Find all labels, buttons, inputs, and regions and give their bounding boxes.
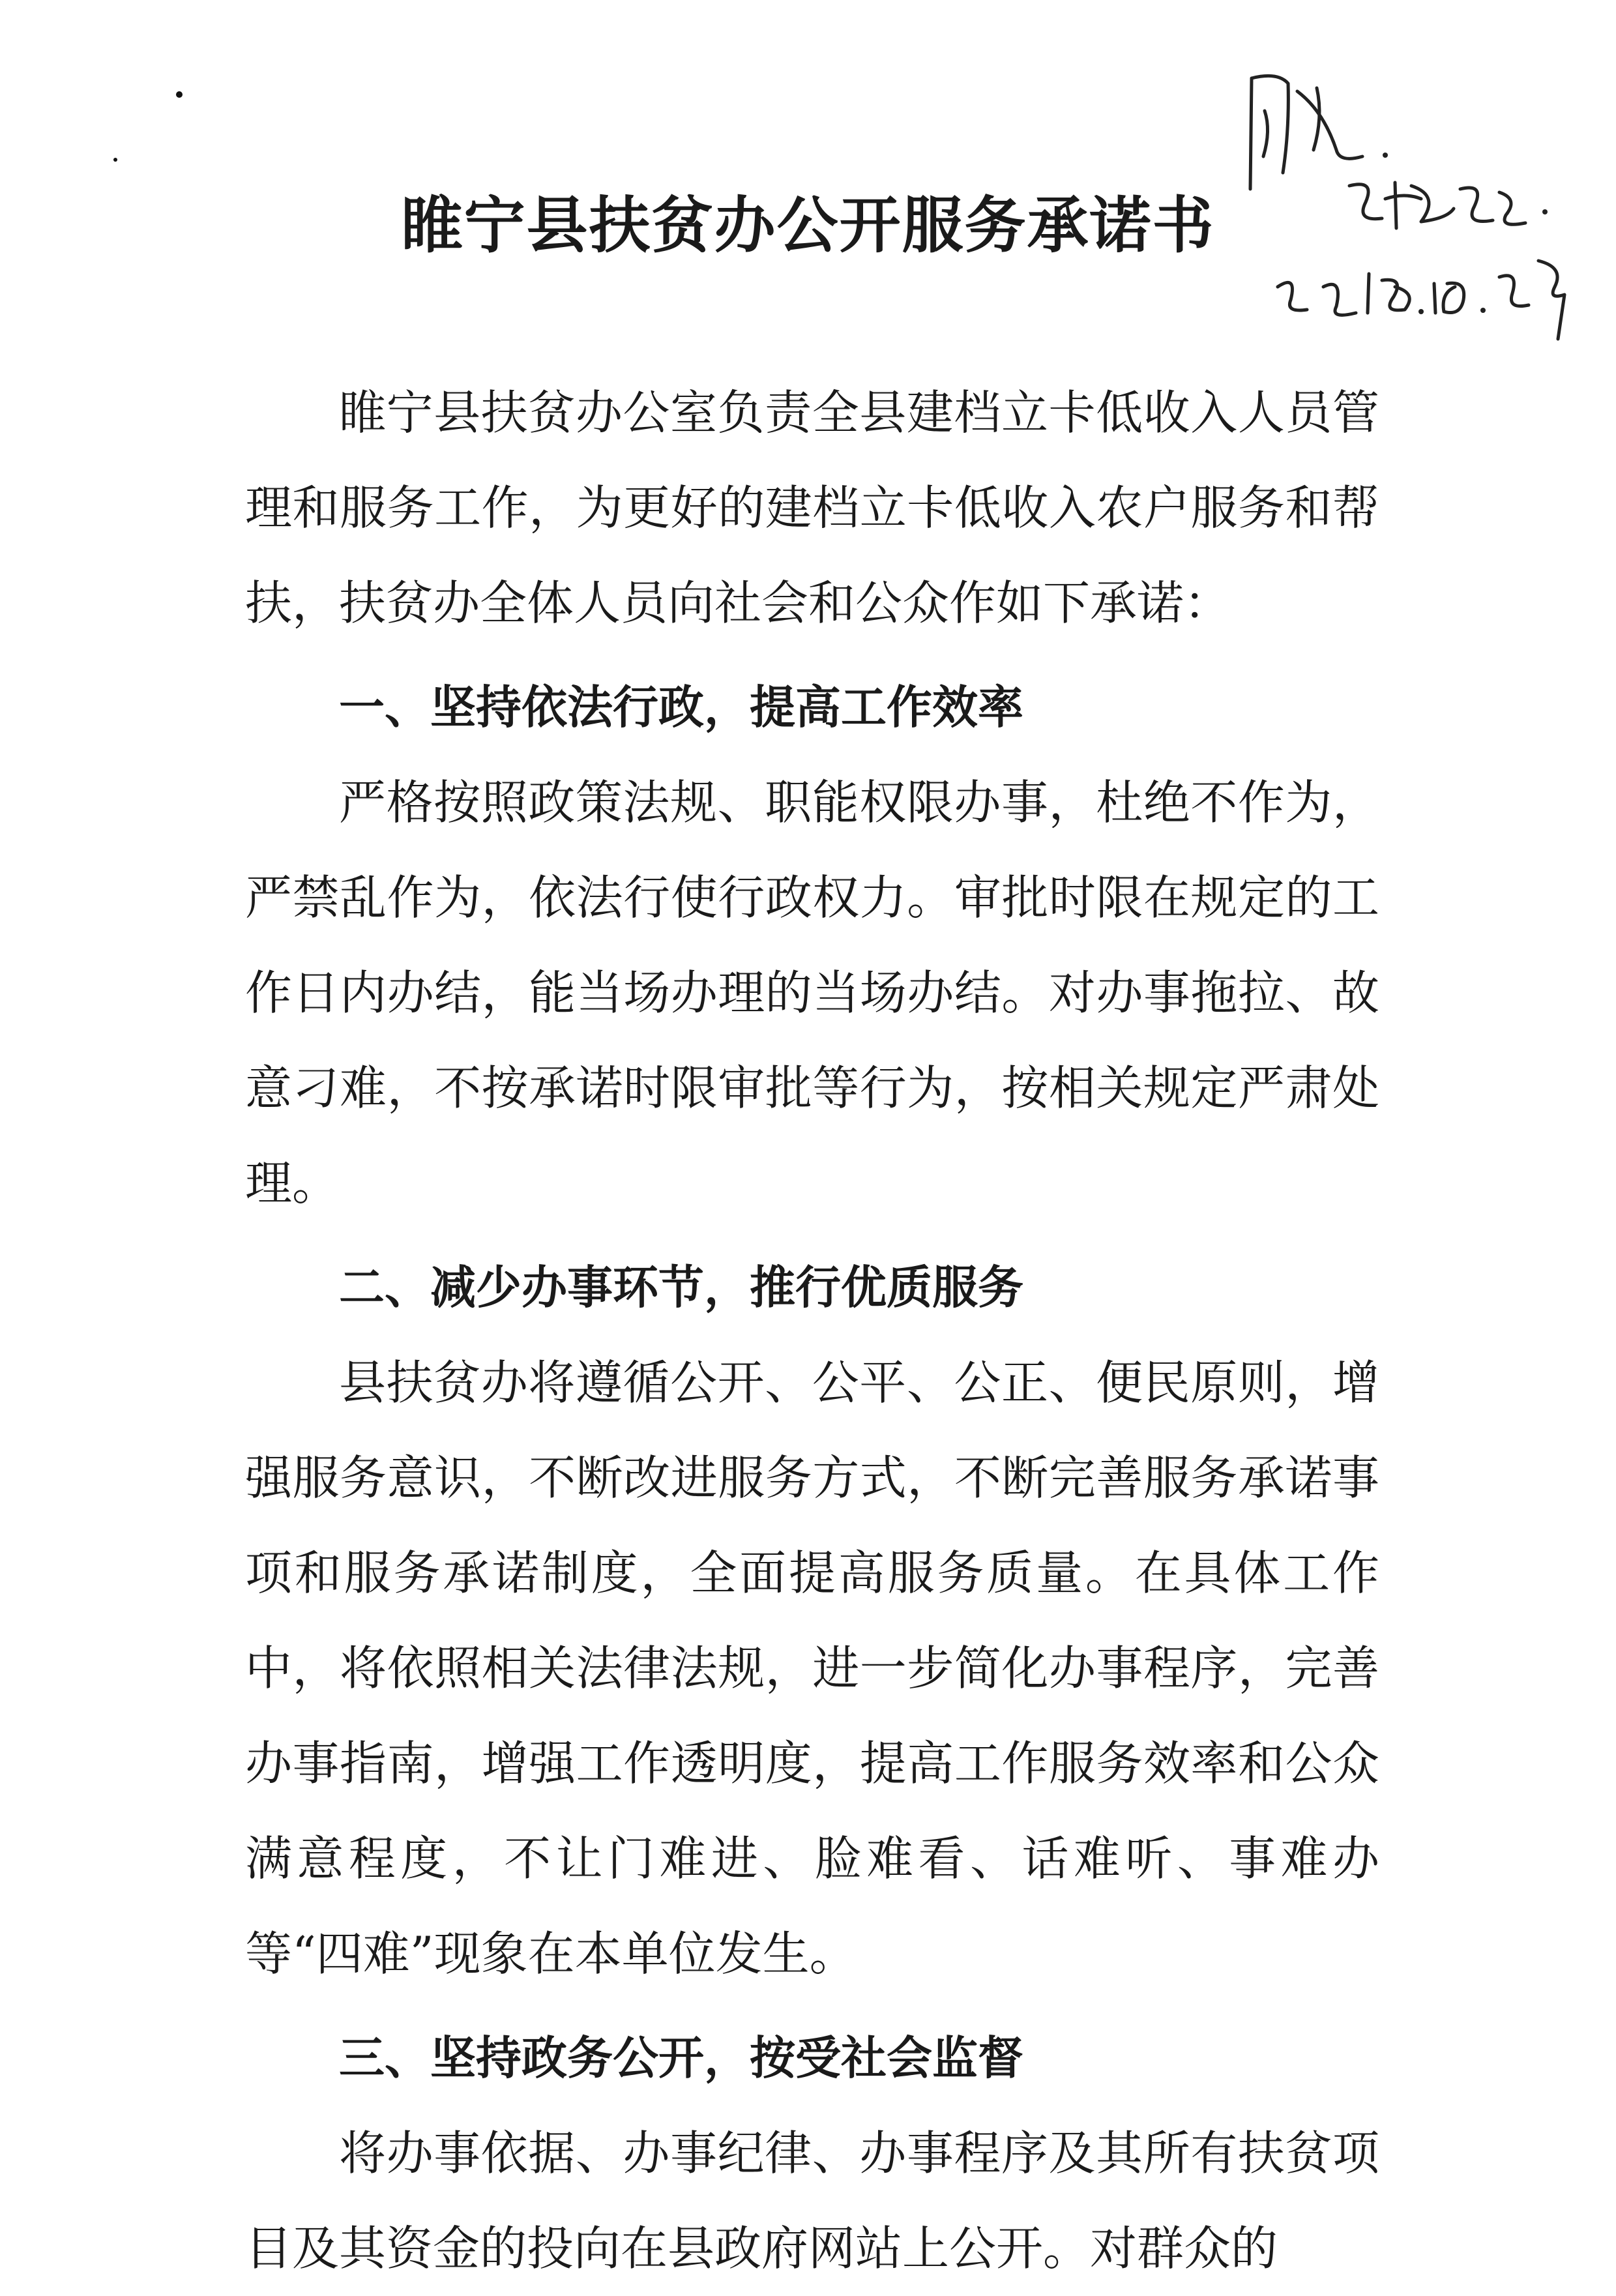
scan-speck [176,91,183,98]
page-title: 睢宁县扶贫办公开服务承诺书 [401,190,1215,261]
section-heading: 三、坚持政务公开，按受社会监督 [339,2031,1023,2085]
section-paragraph: 严格按照政策法规、职能权限办事，杜绝不作为，严禁乱作为，依法行使行政权力。审批时限在规定的工作日内办结，能当场办理的当场办结。对办事拖拉、故意刁难，不按承诺时限审批等行为，按相关规定严肃处理。 [245,775,1379,1211]
section-heading: 二、减少办事环节，推行优质服务 [339,1261,1023,1314]
section-heading: 一、坚持依法行政，提高工作效率 [339,681,1023,734]
scan-speck [113,158,117,162]
section-paragraph: 将办事依据、办事纪律、办事程序及其所有扶贫项目及其资金的投向在县政府网站上公开。对群众的 [245,2126,1379,2276]
intro-paragraph: 睢宁县扶贫办公室负责全县建档立卡低收入人员管理和服务工作，为更好的建档立卡低收入农户服务和帮扶，扶贫办全体人员向社会和公众作如下承诺： [245,385,1379,630]
document-body [245,365,1379,2296]
section-paragraph: 县扶贫办将遵循公开、公平、公正、便民原则，增强服务意识，不断改进服务方式，不断完善服务承诺事项和服务承诺制度，全面提高服务质量。在具体工作中，将依照相关法律法规，进一步简化办事程序，完善办事指南，增强工作透明度，提高工作服务效率和公众满意程度，不让门难进、脸难看、话难听、事难办等“四难”现象在本单位发生。 [245,1355,1379,1981]
